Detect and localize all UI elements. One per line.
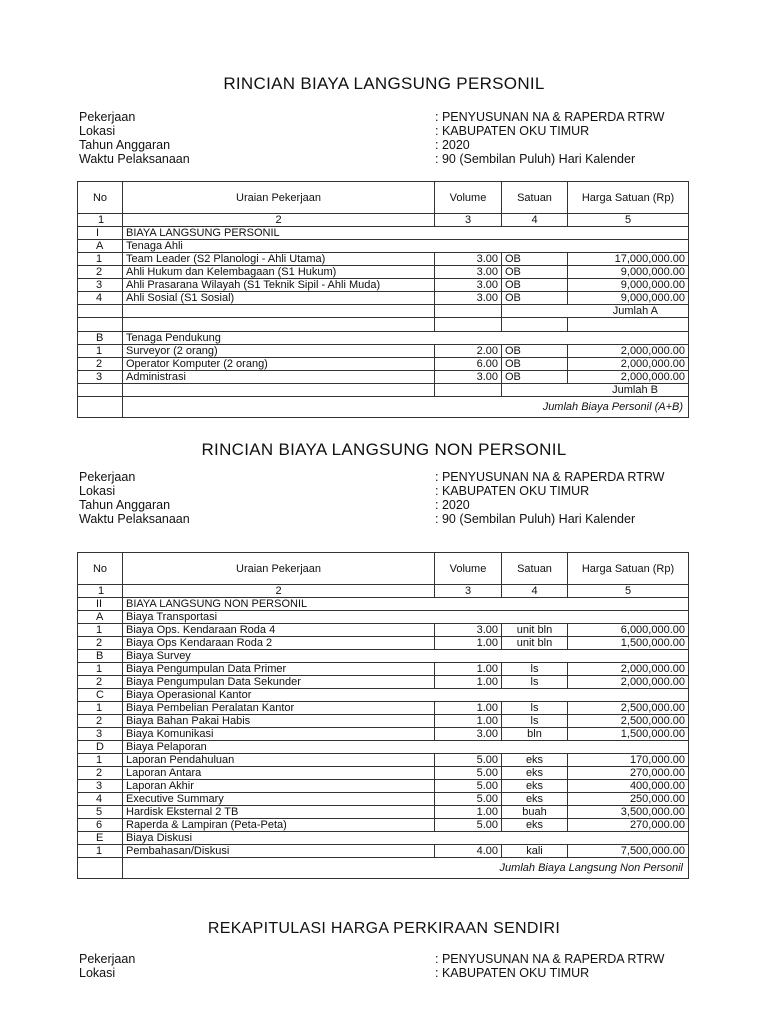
row-no: 1	[78, 845, 123, 858]
table-row	[78, 702, 689, 715]
group-label: Biaya Pelaporan	[123, 741, 689, 754]
info-label: Pekerjaan	[79, 952, 136, 966]
table-row	[78, 371, 689, 384]
info-value: : KABUPATEN OKU TIMUR	[435, 124, 590, 138]
row-uraian: Biaya Pengumpulan Data Primer	[123, 663, 435, 676]
row-uraian: Biaya Ops Kendaraan Roda 2	[123, 637, 435, 650]
row-no: C	[78, 689, 123, 702]
column-number: 5	[568, 214, 689, 227]
row-volume: 1.00	[435, 702, 502, 715]
row-no: 3	[78, 728, 123, 741]
info-label: Pekerjaan	[79, 470, 136, 484]
header-uraian: Uraian Pekerjaan	[123, 553, 435, 585]
header-volume: Volume	[435, 553, 502, 585]
table-row	[78, 793, 689, 806]
row-volume: 3.00	[435, 728, 502, 741]
row-volume: 1.00	[435, 637, 502, 650]
row-uraian: Laporan Antara	[123, 767, 435, 780]
total-label: Jumlah Biaya Langsung Non Personil	[123, 858, 689, 879]
row-no: B	[78, 650, 123, 663]
row-harga: 1,500,000.00	[568, 637, 689, 650]
row-satuan: ls	[502, 702, 568, 715]
row-uraian: Laporan Akhir	[123, 780, 435, 793]
total-label: Jumlah Biaya Personil (A+B)	[123, 397, 689, 418]
row-harga: 2,500,000.00	[568, 702, 689, 715]
personil-cost-table	[77, 181, 689, 418]
column-number: 4	[502, 214, 568, 227]
spacer-row	[78, 318, 689, 332]
row-no: 2	[78, 767, 123, 780]
table-row	[78, 767, 689, 780]
info-value: : 2020	[435, 138, 470, 152]
row-no: 2	[78, 637, 123, 650]
group-label: Tenaga Ahli	[123, 240, 689, 253]
row-uraian: Ahli Hukum dan Kelembagaan (S1 Hukum)	[123, 266, 435, 279]
row-uraian: Operator Komputer (2 orang)	[123, 358, 435, 371]
row-uraian: Surveyor (2 orang)	[123, 345, 435, 358]
header-satuan: Satuan	[502, 553, 568, 585]
info-value: : PENYUSUNAN NA & RAPERDA RTRW	[435, 470, 665, 484]
group-label: BIAYA LANGSUNG PERSONIL	[123, 227, 689, 240]
row-satuan: eks	[502, 767, 568, 780]
subtotal-row	[78, 305, 689, 318]
row-satuan: ls	[502, 715, 568, 728]
empty-cell	[502, 318, 568, 332]
row-satuan: ls	[502, 676, 568, 689]
row-harga: 3,500,000.00	[568, 806, 689, 819]
group-label: Tenaga Pendukung	[123, 332, 689, 345]
header-satuan: Satuan	[502, 182, 568, 214]
empty-cell	[78, 318, 123, 332]
row-uraian: Hardisk Eksternal 2 TB	[123, 806, 435, 819]
row-uraian: Ahli Sosial (S1 Sosial)	[123, 292, 435, 305]
column-number: 2	[123, 214, 435, 227]
info-value: : KABUPATEN OKU TIMUR	[435, 966, 590, 980]
row-harga: 250,000.00	[568, 793, 689, 806]
empty-cell	[78, 384, 123, 397]
header-no: No	[78, 182, 123, 214]
table-row	[78, 676, 689, 689]
row-no: 1	[78, 253, 123, 266]
row-no: A	[78, 611, 123, 624]
info-label: Lokasi	[79, 484, 116, 498]
info-block-rekapitulasi	[79, 952, 664, 980]
row-volume: 5.00	[435, 754, 502, 767]
row-uraian: Biaya Komunikasi	[123, 728, 435, 741]
table-row	[78, 819, 689, 832]
row-no: 2	[78, 358, 123, 371]
row-no: E	[78, 832, 123, 845]
row-volume: 3.00	[435, 624, 502, 637]
table-row	[78, 845, 689, 858]
row-harga: 17,000,000.00	[568, 253, 689, 266]
total-row	[78, 397, 689, 418]
row-no: 3	[78, 371, 123, 384]
row-harga: 270,000.00	[568, 819, 689, 832]
row-satuan: unit bln	[502, 624, 568, 637]
column-number: 3	[435, 214, 502, 227]
row-uraian: Team Leader (S2 Planologi - Ahli Utama)	[123, 253, 435, 266]
row-harga: 9,000,000.00	[568, 266, 689, 279]
row-volume: 3.00	[435, 279, 502, 292]
empty-cell	[435, 318, 502, 332]
info-label: Pekerjaan	[79, 110, 136, 124]
header-uraian: Uraian Pekerjaan	[123, 182, 435, 214]
row-harga: 7,500,000.00	[568, 845, 689, 858]
row-uraian: Pembahasan/Diskusi	[123, 845, 435, 858]
column-number-row	[78, 214, 689, 227]
row-harga: 170,000.00	[568, 754, 689, 767]
empty-cell	[123, 305, 435, 318]
empty-cell	[78, 858, 123, 879]
info-value: : PENYUSUNAN NA & RAPERDA RTRW	[435, 110, 665, 124]
info-value: : PENYUSUNAN NA & RAPERDA RTRW	[435, 952, 665, 966]
row-satuan: kali	[502, 845, 568, 858]
column-number: 4	[502, 585, 568, 598]
table-row	[78, 663, 689, 676]
table-row	[78, 253, 689, 266]
row-harga: 2,500,000.00	[568, 715, 689, 728]
row-satuan: eks	[502, 819, 568, 832]
table-row	[78, 345, 689, 358]
column-number-row	[78, 585, 689, 598]
row-uraian: Ahli Prasarana Wilayah (S1 Teknik Sipil - Ahli Muda)	[123, 279, 435, 292]
row-no: I	[78, 227, 123, 240]
group-row	[78, 650, 689, 663]
group-label: Biaya Operasional Kantor	[123, 689, 689, 702]
section-title-rekapitulasi: REKAPITULASI HARGA PERKIRAAN SENDIRI	[207, 920, 561, 937]
row-harga: 2,000,000.00	[568, 358, 689, 371]
row-volume: 1.00	[435, 676, 502, 689]
row-no: 1	[78, 345, 123, 358]
table-header-row	[78, 553, 689, 585]
row-harga: 2,000,000.00	[568, 663, 689, 676]
row-harga: 2,000,000.00	[568, 345, 689, 358]
row-satuan: OB	[502, 371, 568, 384]
row-no: 2	[78, 266, 123, 279]
group-label: BIAYA LANGSUNG NON PERSONIL	[123, 598, 689, 611]
row-satuan: OB	[502, 279, 568, 292]
row-uraian: Executive Summary	[123, 793, 435, 806]
empty-cell	[123, 318, 435, 332]
row-volume: 6.00	[435, 358, 502, 371]
group-label: Biaya Diskusi	[123, 832, 689, 845]
group-label: Biaya Transportasi	[123, 611, 689, 624]
row-volume: 1.00	[435, 806, 502, 819]
row-volume: 3.00	[435, 266, 502, 279]
group-row	[78, 741, 689, 754]
row-no: B	[78, 332, 123, 345]
nonpersonil-cost-table	[77, 552, 689, 879]
group-row	[78, 689, 689, 702]
subtotal-row	[78, 384, 689, 397]
row-satuan: eks	[502, 754, 568, 767]
row-volume: 5.00	[435, 793, 502, 806]
empty-cell	[435, 384, 502, 397]
column-number: 5	[568, 585, 689, 598]
row-satuan: bln	[502, 728, 568, 741]
table-row	[78, 624, 689, 637]
row-uraian: Biaya Pembelian Peralatan Kantor	[123, 702, 435, 715]
row-no: 1	[78, 702, 123, 715]
row-satuan: OB	[502, 266, 568, 279]
row-volume: 1.00	[435, 715, 502, 728]
table-header-row	[78, 182, 689, 214]
row-uraian: Biaya Ops. Kendaraan Roda 4	[123, 624, 435, 637]
row-no: D	[78, 741, 123, 754]
column-number: 1	[78, 214, 123, 227]
info-value: : 2020	[435, 498, 470, 512]
subtotal-label: Jumlah A	[502, 305, 689, 318]
total-row	[78, 858, 689, 879]
table-row	[78, 728, 689, 741]
group-label: Biaya Survey	[123, 650, 689, 663]
group-row	[78, 611, 689, 624]
info-label: Tahun Anggaran	[79, 498, 171, 512]
row-volume: 5.00	[435, 819, 502, 832]
subtotal-label: Jumlah B	[502, 384, 689, 397]
table-row	[78, 292, 689, 305]
row-harga: 9,000,000.00	[568, 292, 689, 305]
row-satuan: eks	[502, 780, 568, 793]
row-no: 3	[78, 780, 123, 793]
table-row	[78, 279, 689, 292]
row-no: 2	[78, 715, 123, 728]
row-satuan: OB	[502, 292, 568, 305]
row-no: 4	[78, 292, 123, 305]
row-satuan: OB	[502, 253, 568, 266]
row-no: 1	[78, 754, 123, 767]
header-volume: Volume	[435, 182, 502, 214]
header-harga: Harga Satuan (Rp)	[568, 182, 689, 214]
row-satuan: buah	[502, 806, 568, 819]
row-harga: 6,000,000.00	[568, 624, 689, 637]
row-no: II	[78, 598, 123, 611]
row-uraian: Laporan Pendahuluan	[123, 754, 435, 767]
row-no: A	[78, 240, 123, 253]
row-satuan: eks	[502, 793, 568, 806]
table-row	[78, 637, 689, 650]
group-row	[78, 832, 689, 845]
group-row	[78, 227, 689, 240]
section-title-personil: RINCIAN BIAYA LANGSUNG PERSONIL	[223, 74, 545, 93]
info-value: : 90 (Sembilan Puluh) Hari Kalender	[435, 152, 636, 166]
section-title-nonpersonil: RINCIAN BIAYA LANGSUNG NON PERSONIL	[201, 440, 567, 459]
empty-cell	[568, 318, 689, 332]
row-no: 5	[78, 806, 123, 819]
column-number: 3	[435, 585, 502, 598]
info-value: : KABUPATEN OKU TIMUR	[435, 484, 590, 498]
row-harga: 9,000,000.00	[568, 279, 689, 292]
empty-cell	[78, 305, 123, 318]
row-volume: 3.00	[435, 292, 502, 305]
info-label: Waktu Pelaksanaan	[79, 152, 190, 166]
row-no: 1	[78, 663, 123, 676]
row-harga: 1,500,000.00	[568, 728, 689, 741]
row-volume: 3.00	[435, 371, 502, 384]
row-volume: 3.00	[435, 253, 502, 266]
header-no: No	[78, 553, 123, 585]
column-number: 1	[78, 585, 123, 598]
row-uraian: Biaya Pengumpulan Data Sekunder	[123, 676, 435, 689]
table-row	[78, 754, 689, 767]
row-no: 2	[78, 676, 123, 689]
table-row	[78, 266, 689, 279]
group-row	[78, 332, 689, 345]
info-value: : 90 (Sembilan Puluh) Hari Kalender	[435, 512, 636, 526]
info-block-nonpersonil	[79, 470, 664, 526]
group-row	[78, 598, 689, 611]
row-harga: 2,000,000.00	[568, 371, 689, 384]
info-label: Tahun Anggaran	[79, 138, 171, 152]
row-satuan: OB	[502, 345, 568, 358]
row-volume: 1.00	[435, 663, 502, 676]
row-harga: 270,000.00	[568, 767, 689, 780]
row-satuan: ls	[502, 663, 568, 676]
info-block-personil	[79, 110, 664, 166]
row-volume: 5.00	[435, 780, 502, 793]
row-satuan: unit bln	[502, 637, 568, 650]
row-uraian: Biaya Bahan Pakai Habis	[123, 715, 435, 728]
row-uraian: Administrasi	[123, 371, 435, 384]
row-no: 3	[78, 279, 123, 292]
row-no: 6	[78, 819, 123, 832]
row-harga: 2,000,000.00	[568, 676, 689, 689]
table-row	[78, 715, 689, 728]
row-satuan: OB	[502, 358, 568, 371]
empty-cell	[78, 397, 123, 418]
group-row	[78, 240, 689, 253]
row-volume: 4.00	[435, 845, 502, 858]
row-uraian: Raperda & Lampiran (Peta-Peta)	[123, 819, 435, 832]
info-label: Lokasi	[79, 124, 116, 138]
header-harga: Harga Satuan (Rp)	[568, 553, 689, 585]
empty-cell	[435, 305, 502, 318]
row-volume: 5.00	[435, 767, 502, 780]
row-no: 1	[78, 624, 123, 637]
empty-cell	[123, 384, 435, 397]
row-no: 4	[78, 793, 123, 806]
table-row	[78, 806, 689, 819]
row-volume: 2.00	[435, 345, 502, 358]
info-label: Lokasi	[79, 966, 116, 980]
table-row	[78, 780, 689, 793]
table-row	[78, 358, 689, 371]
info-label: Waktu Pelaksanaan	[79, 512, 190, 526]
row-harga: 400,000.00	[568, 780, 689, 793]
column-number: 2	[123, 585, 435, 598]
